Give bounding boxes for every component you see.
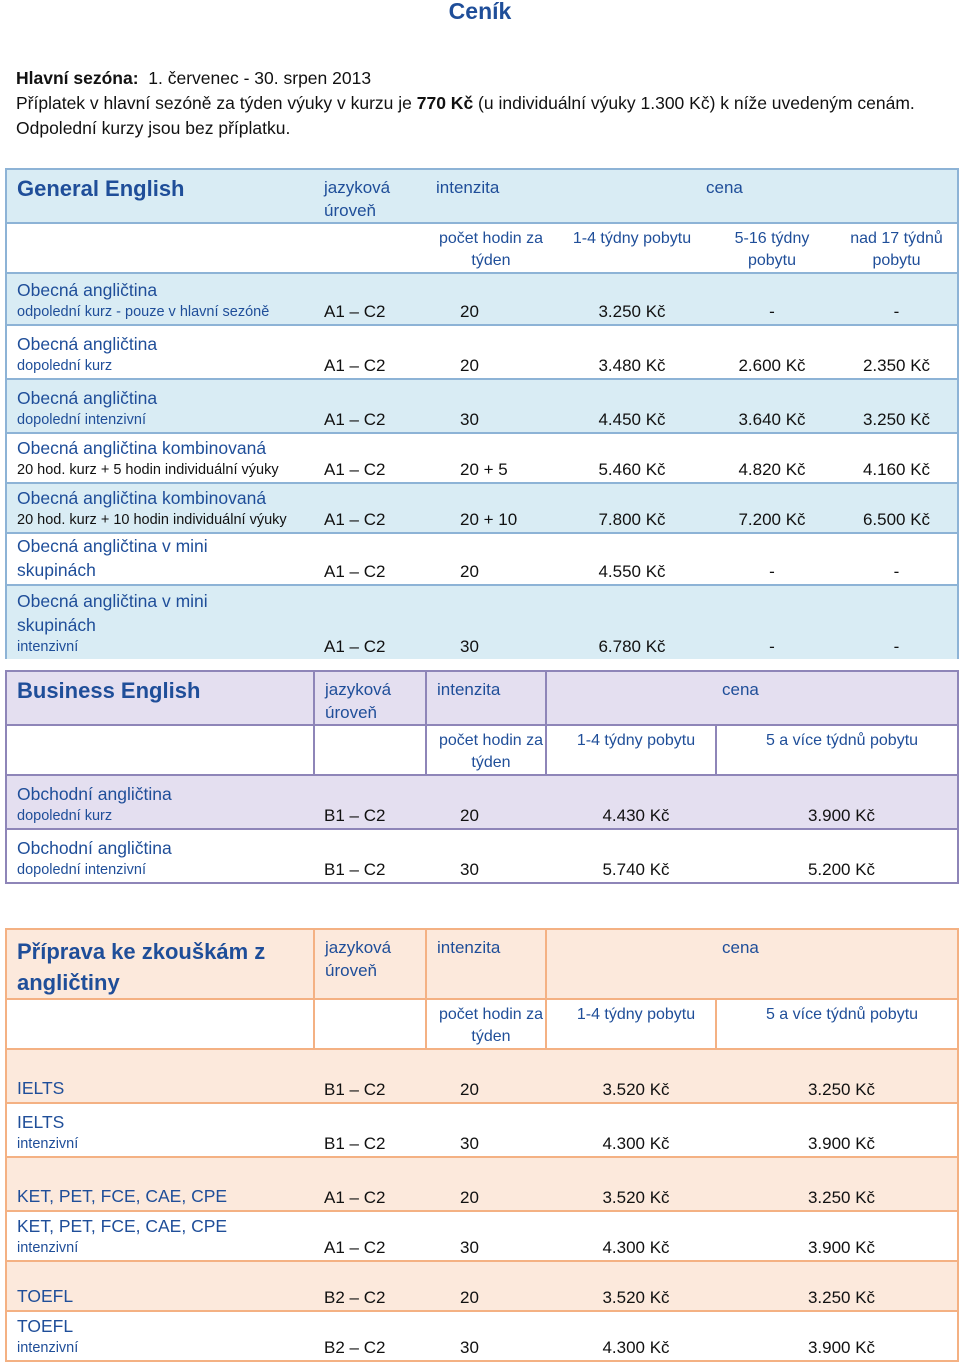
col-price-header: cena bbox=[722, 938, 759, 957]
table-row bbox=[6, 1211, 958, 1261]
row-label-cell bbox=[6, 585, 314, 659]
value-level: B1 – C2 bbox=[314, 775, 426, 829]
value-hours: 20 + 10 bbox=[426, 483, 546, 533]
row-label-cell bbox=[6, 1049, 314, 1103]
general-header-row bbox=[6, 169, 958, 223]
col-price-header: cena bbox=[706, 178, 743, 197]
value-level: A1 – C2 bbox=[314, 533, 426, 585]
value-level: B1 – C2 bbox=[314, 1049, 426, 1103]
value-p1: 6.780 Kč bbox=[546, 585, 708, 659]
course-description: odpolední kurz - pouze v hlavní sezóně bbox=[17, 304, 270, 320]
row-label-cell bbox=[6, 775, 314, 829]
row-label-cell bbox=[6, 1261, 314, 1311]
course-description: 20 hod. kurz + 5 hodin individuální výuky bbox=[17, 462, 279, 478]
value-hours: 30 bbox=[426, 379, 546, 433]
exam-header-row bbox=[6, 929, 958, 999]
value-hours: 30 bbox=[426, 1211, 546, 1261]
value-p1: 3.480 Kč bbox=[546, 325, 708, 379]
value-level: A1 – C2 bbox=[314, 273, 426, 325]
value-level: A1 – C2 bbox=[314, 585, 426, 659]
course-name: Obecná angličtina bbox=[17, 334, 158, 354]
value-hours: 20 + 5 bbox=[426, 433, 546, 483]
exam-subheader-row bbox=[6, 999, 958, 1049]
value-p2: 2.600 Kč bbox=[708, 325, 826, 379]
course-name: KET, PET, FCE, CAE, CPE bbox=[17, 1216, 228, 1236]
table-row bbox=[6, 829, 958, 883]
sub-period-1: 1-4 týdny pobytu bbox=[546, 725, 716, 775]
value-p1: 7.800 Kč bbox=[546, 483, 708, 533]
table-row bbox=[6, 1311, 958, 1361]
value-p2: 7.200 Kč bbox=[708, 483, 826, 533]
row-label-cell bbox=[6, 433, 314, 483]
sub-hours: počet hodin za týden bbox=[426, 725, 546, 775]
table-row bbox=[6, 325, 958, 379]
business-english-table bbox=[5, 670, 959, 884]
value-p1: 3.520 Kč bbox=[546, 1157, 716, 1211]
general-subheader-row bbox=[6, 223, 958, 273]
value-p2: 5.200 Kč bbox=[716, 829, 958, 883]
col-intensity-header: intenzita bbox=[436, 178, 500, 197]
exam-prep-title: Příprava ke zkouškám z angličtiny bbox=[17, 939, 266, 995]
value-hours: 30 bbox=[426, 829, 546, 883]
course-name: Obecná angličtina bbox=[17, 280, 158, 300]
value-p1: 3.250 Kč bbox=[546, 273, 708, 325]
course-description: dopolední intenzivní bbox=[17, 412, 146, 428]
row-label-cell bbox=[6, 533, 314, 585]
value-p3: - bbox=[826, 533, 958, 585]
value-hours: 20 bbox=[426, 273, 546, 325]
general-english-title: General English bbox=[17, 176, 185, 201]
course-name: Obchodní angličtina bbox=[17, 784, 172, 804]
table-row bbox=[6, 379, 958, 433]
row-label-cell bbox=[6, 379, 314, 433]
value-level: B1 – C2 bbox=[314, 829, 426, 883]
course-name: TOEFL bbox=[17, 1286, 74, 1306]
table-row bbox=[6, 775, 958, 829]
general-english-table bbox=[5, 168, 959, 659]
table-row bbox=[6, 1103, 958, 1157]
value-p2: 3.900 Kč bbox=[716, 775, 958, 829]
row-label-cell bbox=[6, 829, 314, 883]
row-label-cell bbox=[6, 483, 314, 533]
col-intensity-header: intenzita bbox=[437, 680, 501, 699]
value-level: B2 – C2 bbox=[314, 1261, 426, 1311]
course-name: Obecná angličtina v mini skupinách bbox=[17, 536, 208, 580]
sub-period-1: 1-4 týdny pobytu bbox=[546, 223, 708, 273]
value-p3: - bbox=[826, 273, 958, 325]
sub-hours: počet hodin za týden bbox=[426, 999, 546, 1049]
season-dates: 1. červenec - 30. srpen 2013 bbox=[148, 68, 372, 88]
table-row bbox=[6, 1261, 958, 1311]
course-description: dopolední kurz bbox=[17, 808, 113, 824]
value-hours: 30 bbox=[426, 1103, 546, 1157]
value-hours: 30 bbox=[426, 585, 546, 659]
col-price-header: cena bbox=[722, 680, 759, 699]
afternoon-note: Odpolední kurzy jsou bez příplatku. bbox=[16, 118, 291, 138]
value-p2: 3.900 Kč bbox=[716, 1311, 958, 1361]
value-p2: - bbox=[708, 273, 826, 325]
sub-period-1: 1-4 týdny pobytu bbox=[546, 999, 716, 1049]
value-p2: 3.900 Kč bbox=[716, 1103, 958, 1157]
exam-prep-table bbox=[5, 928, 959, 1362]
table-row bbox=[6, 433, 958, 483]
course-name: TOEFL bbox=[17, 1316, 74, 1336]
surcharge-text: Příplatek v hlavní sezóně za týden výuky v kurzu je bbox=[16, 93, 417, 113]
value-hours: 20 bbox=[426, 1261, 546, 1311]
business-subheader-row bbox=[6, 725, 958, 775]
value-p1: 4.430 Kč bbox=[546, 775, 716, 829]
course-name: KET, PET, FCE, CAE, CPE bbox=[17, 1186, 228, 1206]
value-p2: 3.900 Kč bbox=[716, 1211, 958, 1261]
course-description: intenzivní bbox=[17, 1136, 79, 1152]
value-p1: 4.550 Kč bbox=[546, 533, 708, 585]
value-level: A1 – C2 bbox=[314, 379, 426, 433]
value-p1: 4.450 Kč bbox=[546, 379, 708, 433]
value-p3: 2.350 Kč bbox=[826, 325, 958, 379]
table-row bbox=[6, 483, 958, 533]
surcharge-amount: 770 Kč bbox=[416, 93, 474, 113]
course-description: dopolední kurz bbox=[17, 358, 113, 374]
season-label: Hlavní sezóna: bbox=[16, 68, 139, 88]
value-hours: 20 bbox=[426, 1049, 546, 1103]
value-p3: 6.500 Kč bbox=[826, 483, 958, 533]
value-p3: - bbox=[826, 585, 958, 659]
value-p2: 3.250 Kč bbox=[716, 1157, 958, 1211]
value-hours: 30 bbox=[426, 1311, 546, 1361]
value-level: B2 – C2 bbox=[314, 1311, 426, 1361]
sub-period-2: 5 a více týdnů pobytu bbox=[716, 999, 958, 1049]
surcharge-text-b: (u individuální výuky 1.300 Kč) k níže uvedeným cenám. bbox=[473, 93, 915, 113]
sub-hours: počet hodin za týden bbox=[426, 223, 546, 273]
row-label-cell bbox=[6, 273, 314, 325]
sub-period-2: 5 a více týdnů pobytu bbox=[716, 725, 958, 775]
table-row bbox=[6, 585, 958, 659]
value-p1: 3.520 Kč bbox=[546, 1261, 716, 1311]
value-hours: 20 bbox=[426, 1157, 546, 1211]
value-level: A1 – C2 bbox=[314, 1157, 426, 1211]
value-p2: 3.250 Kč bbox=[716, 1261, 958, 1311]
table-row bbox=[6, 1157, 958, 1211]
course-description: intenzivní bbox=[17, 1240, 79, 1256]
surcharge-line bbox=[16, 91, 956, 116]
value-p2: 3.640 Kč bbox=[708, 379, 826, 433]
sub-period-3: nad 17 týdnů pobytu bbox=[826, 223, 958, 273]
row-label-cell bbox=[6, 325, 314, 379]
col-intensity-header: intenzita bbox=[437, 938, 501, 957]
table-row bbox=[6, 1049, 958, 1103]
value-p2: 4.820 Kč bbox=[708, 433, 826, 483]
value-p1: 4.300 Kč bbox=[546, 1311, 716, 1361]
course-name: Obecná angličtina v mini skupinách bbox=[17, 591, 208, 635]
course-name: Obecná angličtina kombinovaná bbox=[17, 438, 267, 458]
row-label-cell bbox=[6, 1103, 314, 1157]
course-name: IELTS bbox=[17, 1078, 65, 1098]
value-p1: 4.300 Kč bbox=[546, 1103, 716, 1157]
col-level-header: jazyková úroveň bbox=[324, 178, 391, 220]
value-p3: 4.160 Kč bbox=[826, 433, 958, 483]
value-p2: - bbox=[708, 533, 826, 585]
course-description: intenzivní bbox=[17, 639, 79, 655]
value-p1: 5.740 Kč bbox=[546, 829, 716, 883]
col-level-header: jazyková úroveň bbox=[325, 680, 392, 722]
season-line bbox=[16, 66, 956, 91]
value-level: A1 – C2 bbox=[314, 325, 426, 379]
value-level: A1 – C2 bbox=[314, 1211, 426, 1261]
page-title: Ceník bbox=[448, 0, 512, 24]
course-description: 20 hod. kurz + 10 hodin individuální výuky bbox=[17, 512, 287, 528]
course-name: Obchodní angličtina bbox=[17, 838, 172, 858]
value-p1: 5.460 Kč bbox=[546, 433, 708, 483]
sub-period-2: 5-16 týdny pobytu bbox=[708, 223, 826, 273]
value-level: A1 – C2 bbox=[314, 433, 426, 483]
table-row bbox=[6, 273, 958, 325]
course-name: Obecná angličtina kombinovaná bbox=[17, 488, 267, 508]
row-label-cell bbox=[6, 1157, 314, 1211]
value-p2: 3.250 Kč bbox=[716, 1049, 958, 1103]
business-header-row bbox=[6, 671, 958, 725]
col-level-header: jazyková úroveň bbox=[325, 938, 392, 980]
value-p3: 3.250 Kč bbox=[826, 379, 958, 433]
row-label-cell bbox=[6, 1311, 314, 1361]
intro-block bbox=[16, 66, 956, 141]
table-row bbox=[6, 533, 958, 585]
row-label-cell bbox=[6, 1211, 314, 1261]
course-name: Obecná angličtina bbox=[17, 388, 158, 408]
value-p2: - bbox=[708, 585, 826, 659]
value-level: A1 – C2 bbox=[314, 483, 426, 533]
value-p1: 3.520 Kč bbox=[546, 1049, 716, 1103]
course-description: intenzivní bbox=[17, 1340, 79, 1356]
business-english-title: Business English bbox=[17, 678, 201, 703]
value-hours: 20 bbox=[426, 533, 546, 585]
value-hours: 20 bbox=[426, 775, 546, 829]
value-p1: 4.300 Kč bbox=[546, 1211, 716, 1261]
value-hours: 20 bbox=[426, 325, 546, 379]
value-level: B1 – C2 bbox=[314, 1103, 426, 1157]
course-description: dopolední intenzivní bbox=[17, 862, 146, 878]
course-name: IELTS bbox=[17, 1112, 65, 1132]
